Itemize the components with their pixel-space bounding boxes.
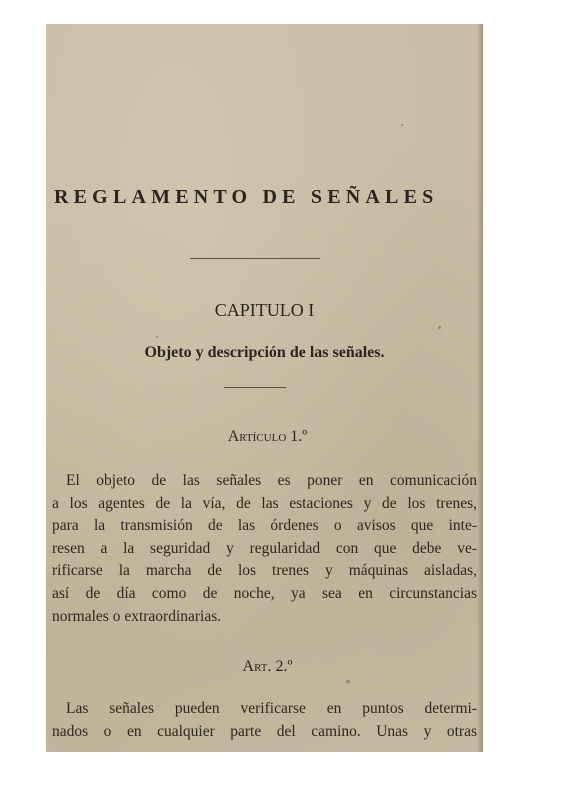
- article-2-heading: Art. 2.º: [242, 658, 293, 675]
- text-line: así de día como de noche, ya sea en circunstancias: [52, 584, 477, 602]
- text-line: para la transmisión de las órdenes o avisos que inte-: [52, 517, 477, 535]
- chapter-divider: [224, 387, 286, 388]
- chapter-heading: CAPITULO I: [214, 300, 315, 320]
- article-1-heading: Artículo 1.º: [227, 428, 308, 445]
- text-line: a los agentes de la vía, de las estaciones y de los trenes,: [52, 494, 477, 512]
- text-line: resen a la seguridad y regularidad con que debe ve-: [52, 539, 477, 557]
- article-1-text: [52, 470, 477, 628]
- paper-speck: [438, 326, 441, 329]
- title-divider: [190, 258, 320, 259]
- text-line: normales o extraordinarias.: [52, 607, 222, 625]
- paper-speck: [346, 680, 350, 683]
- text-line: Las señales pueden verificarse en puntos determi-: [66, 700, 477, 717]
- book-page: [46, 24, 483, 752]
- article-2-text: [52, 698, 477, 743]
- text-line: El objeto de las señales es poner en comunicación: [66, 472, 477, 489]
- text-line: nados o en cualquier parte del camino. Unas y otras: [52, 722, 477, 740]
- text-line: rificarse la marcha de los trenes y máquinas aisladas,: [52, 562, 477, 580]
- page-title: REGLAMENTO DE SEÑALES: [54, 186, 439, 208]
- paper-speck: [401, 124, 403, 126]
- paper-speck: [156, 336, 158, 338]
- chapter-subtitle: Objeto y descripción de las señales.: [144, 344, 385, 361]
